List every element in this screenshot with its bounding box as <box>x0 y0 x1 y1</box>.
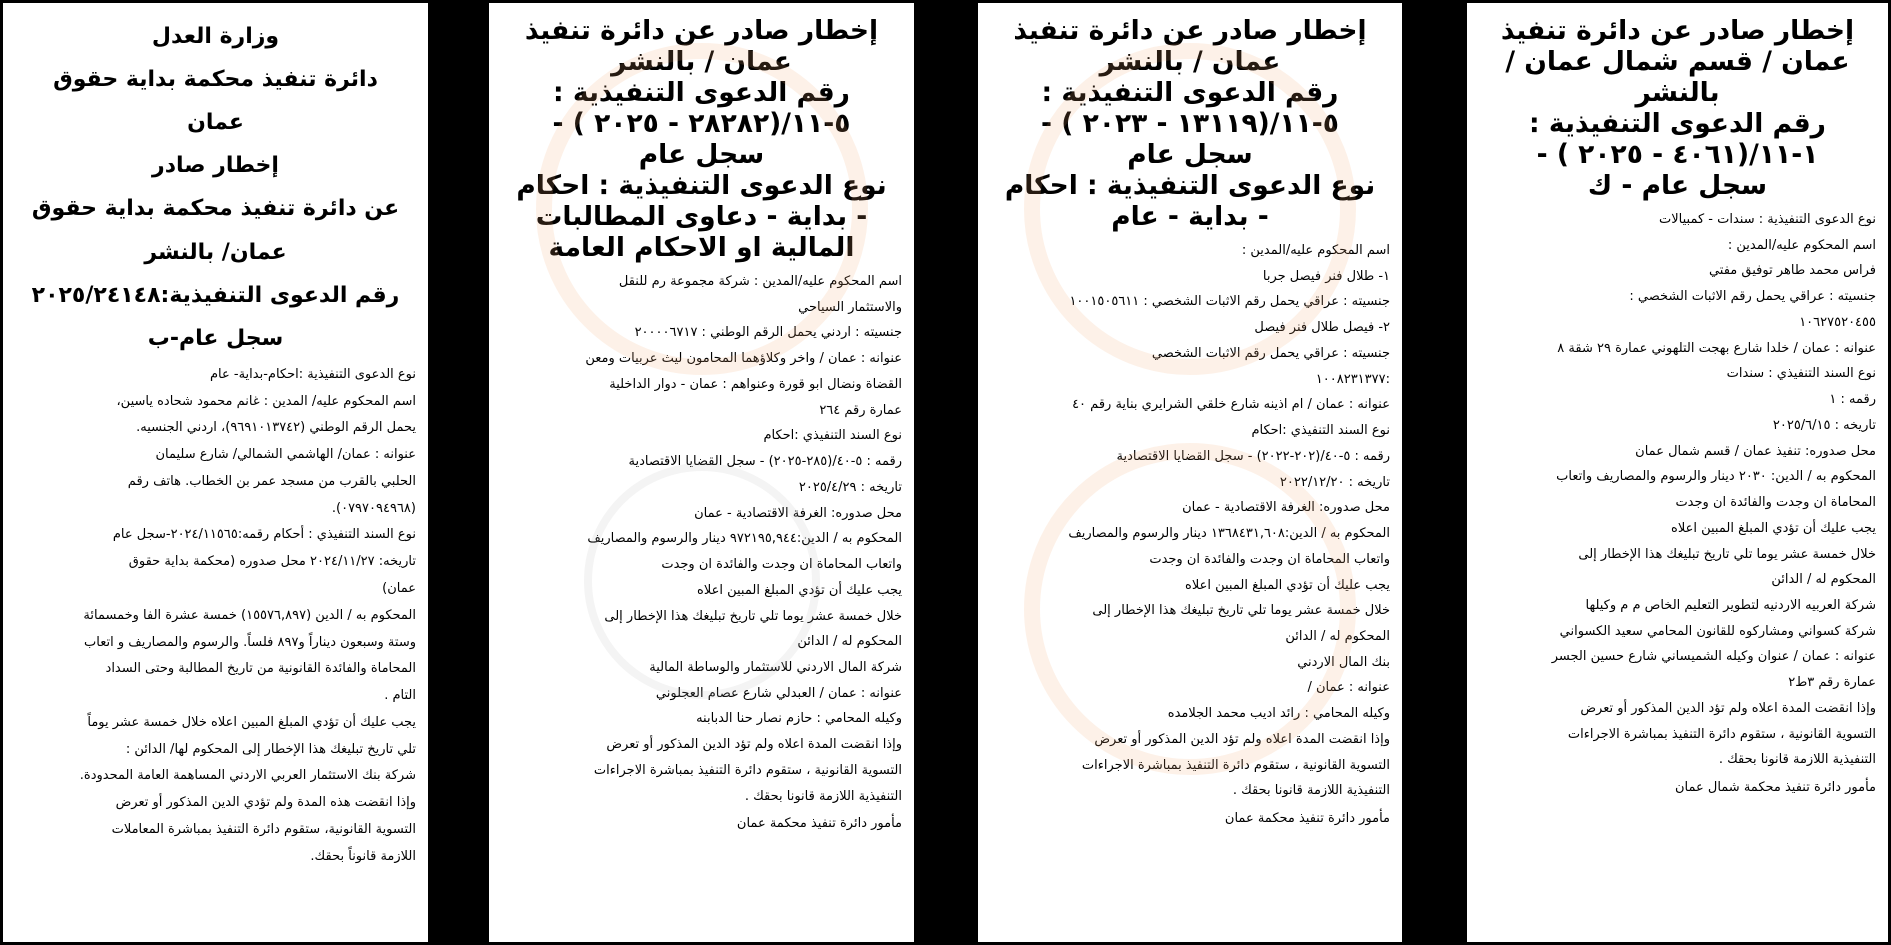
heading-line: إخطار صادر عن دائرة تنفيذ <box>1013 15 1367 46</box>
notice-column-1 <box>0 0 431 945</box>
body-line: جنسيته : عراقي يحمل رقم الاثبات الشخصي : ١٠٠١٥٠٥٦١١ <box>1069 294 1390 310</box>
body-line: عنوانه : عمان / ام اذينه شارع خلقي الشرايري بناية رقم ٤٠ <box>1072 397 1390 413</box>
body-line: التسوية القانونية ، ستقوم دائرة التنفيذ بمباشرة الاجراءات <box>1081 757 1390 773</box>
body-line: وإذا انقضت المدة اعلاه ولم تؤد الدين المذكور أو تعرض <box>1580 700 1876 716</box>
body-line: يجب عليك أن تؤدي المبلغ المبين اعلاه <box>1185 577 1390 593</box>
signature-line: مأمور دائرة تنفيذ محكمة شمال عمان <box>1674 780 1876 796</box>
body-line: المحاماة والفائدة القانونية من تاريخ المطالبة وحتى السداد <box>105 661 416 677</box>
body-line: ١- طلال فنر فيصل جربا <box>1262 268 1390 284</box>
body-line: شركة كسواني ومشاركوه للقانون المحامي سعيد الكسواني <box>1559 623 1876 639</box>
heading-line: المالية او الاحكام العامة <box>548 232 855 263</box>
heading-line: إخطار صادر <box>152 153 279 179</box>
body-line: وإذا انقضت المدة اعلاه ولم تؤد الدين المذكور أو تعرض <box>606 737 902 753</box>
body-line: اسم المحكوم عليه/المدين : شركة مجموعة رم للنقل <box>618 274 902 289</box>
heading-line: بالنشر <box>1635 77 1720 108</box>
heading-line: عن دائرة تنفيذ محكمة بداية حقوق <box>31 196 400 222</box>
body-line: تاريخه: ٢٠٢٤/١١/٢٧ محل صدوره (محكمة بداية حقوق <box>128 554 416 570</box>
body-line: وكيله المحامي : رائد اديب محمد الجلامده <box>1167 706 1390 722</box>
notice-body <box>15 362 416 871</box>
body-line: القضاة ونضال ابو قورة وعنواهم : عمان - دوار الداخلية <box>609 376 902 392</box>
heading-line: ٥-١١/(١٣١١٩ - ٢٠٢٣ ) - <box>1041 108 1339 139</box>
notice-heading <box>15 15 416 360</box>
notice-body <box>501 269 902 837</box>
notice-column-4 <box>1464 0 1891 945</box>
body-line: المحكوم له / الدائن <box>1771 572 1876 588</box>
signature-line: مأمور دائرة تنفيذ محكمة عمان <box>1224 811 1390 827</box>
body-line: التسوية القانونية، ستقوم دائرة التنفيذ بمباشرة المعاملات <box>111 821 416 837</box>
body-line: نوع السند التنفيذي :احكام <box>763 428 902 444</box>
body-line: التام . <box>384 688 416 704</box>
body-line: رقمه : ٥-٤٠/(٢٠٢-٢٠٢٢) - سجل القضايا الاقتصادية <box>1116 448 1390 464</box>
body-line: خلال خمسة عشر يوما تلي تاريخ تبليغك هذا الإخطار إلى <box>1092 603 1390 619</box>
body-line: شركة بنك الاستثمار العربي الاردني المساهمة العامة المحدودة. <box>79 768 416 784</box>
heading-line: عمان <box>187 110 244 136</box>
body-line: التنفيذية اللازمة قانونا بحقك . <box>1232 783 1390 799</box>
body-line: التنفيذية اللازمة قانونا بحقك . <box>1718 752 1876 768</box>
body-line: المحاماة ان وجدت والفائدة ان وجدت <box>1675 495 1876 511</box>
body-line: شركة المال الاردني للاستثمار والوساطة المالية <box>649 660 902 676</box>
heading-line: نوع الدعوى التنفيذية : احكام <box>516 170 887 201</box>
body-line: رقمه : ١ <box>1829 392 1876 408</box>
heading-line: دائرة تنفيذ محكمة بداية حقوق <box>53 67 378 93</box>
heading-line: عمان / بالنشر <box>611 46 792 77</box>
body-line: يجب عليك أن تؤدي المبلغ المبين اعلاه <box>1671 520 1876 536</box>
body-line: تاريخه : ٢٠٢٢/١٢/٢٠ <box>1279 474 1390 490</box>
body-line: :١٠٠٨٢٣١٣٧٧ <box>1315 371 1390 387</box>
body-line: المحكوم به / الدين: ٢٠٣٠ دينار والرسوم والمصاريف واتعاب <box>1556 469 1876 485</box>
body-line: نوع السند التنفيذي :احكام <box>1251 423 1390 439</box>
body-line: جنسيته : عراقي يحمل رقم الاثبات الشخصي : <box>1629 289 1876 305</box>
notice-heading <box>501 15 902 263</box>
heading-line: رقم الدعوى التنفيذية : <box>553 77 850 108</box>
body-line: وكيله المحامي : حازم نصار حنا الدبابنه <box>696 711 902 727</box>
body-line: نوع الدعوى التنفيذية :احكام-بداية- عام <box>209 366 416 382</box>
body-line: تاريخه : ٢٠٢٥/٦/١٥ <box>1772 417 1876 433</box>
heading-line: - بداية - دعاوى المطالبات <box>535 201 868 232</box>
body-line: خلال خمسة عشر يوما تلي تاريخ تبليغك هذا الإخطار إلى <box>604 608 902 624</box>
body-line: جنسيته : اردني يحمل الرقم الوطني : ٢٠٠٠٠٦٧١٧ <box>634 325 902 341</box>
heading-line: ٥-١١/(٢٨٢٨٢ - ٢٠٢٥ ) - <box>552 108 851 139</box>
body-line: عنوانه : عمان / العبدلي شارع عصام العجلوني <box>655 685 902 701</box>
body-line: محل صدوره: الغرفة الاقتصادية - عمان <box>1182 500 1390 516</box>
body-line: الحلبي بالقرب من مسجد عمر بن الخطاب. هاتف رقم <box>127 473 416 489</box>
body-line: محل صدوره: الغرفة الاقتصادية - عمان <box>694 505 902 521</box>
heading-line: عمان / قسم شمال عمان / <box>1505 46 1850 77</box>
signature-line: مأمور دائرة تنفيذ محكمة عمان <box>736 816 902 832</box>
body-line: التسوية القانونية ، ستقوم دائرة التنفيذ بمباشرة الاجراءات <box>593 762 902 778</box>
heading-line: سجل عام <box>1127 139 1253 170</box>
body-line: وإذا انقضت المدة اعلاه ولم تؤد الدين المذكور أو تعرض <box>1094 731 1390 747</box>
heading-line: عمان / بالنشر <box>1099 46 1281 77</box>
body-line: المحكوم به / الدين (١٥٥٧٦,٨٩٧) خمسة عشرة الفا وخمسمائة <box>83 607 416 623</box>
body-line: نوع الدعوى التنفيذية : سندات - كمبيالات <box>1659 212 1876 227</box>
body-line: جنسيته : عراقي يحمل رقم الاثبات الشخصي <box>1151 345 1390 361</box>
notice-body <box>1479 207 1876 801</box>
body-line: واتعاب المحاماة ان وجدت والفائدة ان وجدت <box>661 557 902 573</box>
body-line: نوع السند التنفيذي : أحكام رقمه:٢٠٢٤/١١٥٦٥-سجل عام <box>112 527 416 543</box>
notice-body <box>990 238 1390 832</box>
body-line: (٠٧٩٧٠٩٤٩٦٨). <box>331 500 416 516</box>
body-line: عمارة رقم ٣ط٢ <box>1788 675 1876 691</box>
body-line: اسم المحكوم عليه/المدين : <box>1241 243 1390 258</box>
body-line: واتعاب المحاماة ان وجدت والفائدة ان وجدت <box>1149 551 1390 567</box>
body-line: والاستثمار السياحي <box>798 299 902 315</box>
heading-line: سجل عام-ب <box>147 325 284 351</box>
body-line: عنوانه : عمان / واخر وكلاؤهما المحامون ليث عربيات ومعن <box>585 351 902 367</box>
body-line: عمان) <box>382 581 416 596</box>
heading-line: إخطار صادر عن دائرة تنفيذ <box>524 15 879 46</box>
body-line: عنوانه : عمان/ الهاشمي الشمالي/ شارع سليمان <box>155 447 416 463</box>
heading-line: نوع الدعوى التنفيذية : احكام <box>1004 170 1376 201</box>
notice-column-2 <box>486 0 917 945</box>
heading-line: إخطار صادر عن دائرة تنفيذ <box>1500 15 1855 46</box>
heading-line: ١-١١/(٤٠٦١ - ٢٠٢٥ ) - <box>1536 139 1819 170</box>
notice-column-3 <box>975 0 1405 945</box>
body-line: ٢- فيصل طلال فنر فيصل <box>1254 320 1390 336</box>
body-line: ١٠٦٢٧٥٢٠٤٥٥ <box>1799 314 1876 330</box>
body-line: شركة العربيه الاردنيه لتطوير التعليم الخاص م م وكيلها <box>1585 598 1876 614</box>
heading-line: رقم الدعوى التنفيذية:٢٠٢٥/٢٤١٤٨ <box>31 282 400 308</box>
heading-line: وزارة العدل <box>151 24 280 49</box>
heading-line: رقم الدعوى التنفيذية : <box>1529 108 1826 139</box>
body-line: رقمه : ٥-٤٠/(٢٨٥-٢٠٢٥) - سجل القضايا الاقتصادية <box>628 454 902 470</box>
body-line: يحمل الرقم الوطني (٩٦٩١٠١٣٧٤٢)، اردني الجنسيه. <box>136 420 416 436</box>
body-line: المحكوم به / الدين:٩٧٢١٩٥,٩٤٤ دينار والرسوم والمصاريف <box>587 531 902 547</box>
body-line: اللازمة قانوناً بحقك. <box>310 848 416 864</box>
body-line: وإذا انقضت هذه المدة ولم تؤدي الدين المذكور أو تعرض <box>115 795 416 811</box>
body-line: بنك المال الاردني <box>1297 654 1390 670</box>
body-line: يجب عليك أن تؤدي المبلغ المبين اعلاه خلال خمسة عشر يوماً <box>87 714 416 730</box>
notice-heading <box>1479 15 1876 201</box>
body-line: تاريخه : ٢٠٢٥/٤/٢٩ <box>798 479 902 495</box>
body-line: عمارة رقم ٢٦٤ <box>819 402 902 418</box>
heading-line: سجل عام <box>638 139 765 170</box>
body-line: المحكوم له / الدائن <box>1285 629 1390 645</box>
body-line: وستة وسبعون ديناراً و٨٩٧ فلساً. والرسوم والمصاريف و اتعاب <box>84 634 416 650</box>
heading-line: رقم الدعوى التنفيذية : <box>1041 77 1339 108</box>
body-line: تلي تاريخ تبليغك هذا الإخطار إلى المحكوم لها/ الدائن : <box>125 741 416 757</box>
body-line: خلال خمسة عشر يوما تلي تاريخ تبليغك هذا الإخطار إلى <box>1578 546 1876 562</box>
body-line: اسم المحكوم عليه/ المدين : غانم محمود شحاده ياسين، <box>116 393 416 409</box>
body-line: اسم المحكوم عليه/المدين : <box>1727 237 1876 253</box>
body-line: المحكوم به / الدين:١٣٦٨٤٣١,٦٠٨ دينار والرسوم والمصاريف <box>1068 526 1390 542</box>
body-line: التنفيذية اللازمة قانونا بحقك . <box>744 788 902 804</box>
body-line: فراس محمد طاهر توفيق مفتي <box>1708 263 1876 279</box>
heading-line: - بداية - عام <box>1111 201 1269 232</box>
notice-heading <box>990 15 1390 232</box>
body-line: المحكوم له / الدائن <box>797 634 902 650</box>
body-line: محل صدوره: تنفيذ عمان / قسم شمال عمان <box>1635 443 1876 459</box>
body-line: التسوية القانونية ، ستقوم دائرة التنفيذ بمباشرة الاجراءات <box>1567 726 1876 742</box>
body-line: يجب عليك أن تؤدي المبلغ المبين اعلاه <box>697 582 902 598</box>
body-line: عنوانه : عمان / خلدا شارع بهجت التلهوني عمارة ٢٩ شقة ٨ <box>1557 340 1876 356</box>
body-line: عنوانه : عمان / عنوان وكيله الشميساني شارع حسين الجسر <box>1551 649 1876 665</box>
body-line: نوع السند التنفيذي : سندات <box>1726 366 1876 382</box>
heading-line: سجل عام - ك <box>1587 170 1768 201</box>
heading-line: عمان/ بالنشر <box>144 239 287 265</box>
body-line: عنوانه : عمان / <box>1307 680 1390 696</box>
